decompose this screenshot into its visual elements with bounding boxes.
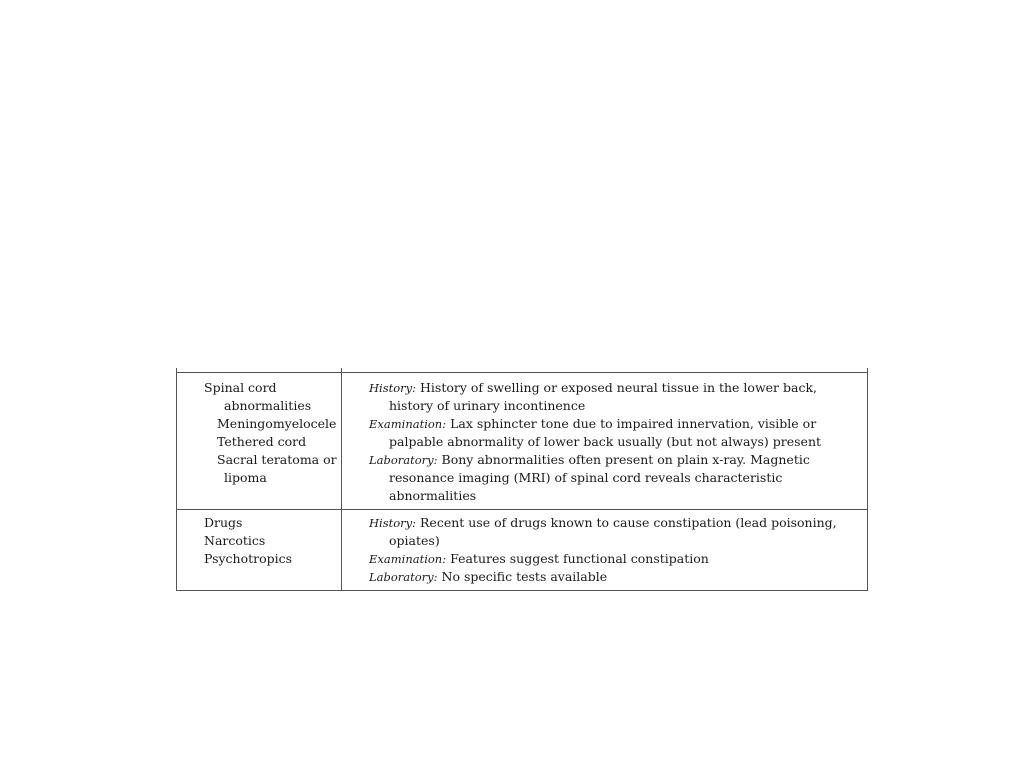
condition-sublabel: Sacral teratoma or [217, 452, 337, 467]
history-text: Recent use of drugs known to cause constipation (lead poisoning, opiates) [389, 515, 837, 548]
condition-label: abnormalities [224, 398, 312, 413]
history-entry [369, 514, 859, 550]
condition-cell [177, 510, 342, 590]
examination-label: Examination: [369, 417, 447, 431]
condition-sublabel: lipoma [224, 470, 267, 485]
laboratory-label: Laboratory: [369, 570, 438, 584]
condition-label: Spinal cord [204, 380, 277, 395]
examination-entry [369, 415, 859, 451]
condition-label: Narcotics [204, 533, 266, 548]
condition-label: Psychotropics [204, 551, 293, 566]
findings-cell [342, 510, 867, 590]
laboratory-entry [369, 451, 859, 505]
examination-label: Examination: [369, 552, 447, 566]
laboratory-text: Bony abnormalities often present on plain x-ray. Magnetic resonance imaging (MRI) of spinal cord reveals characteristic abnormalities [389, 452, 810, 503]
table-top-edge [177, 368, 867, 373]
history-text: History of swelling or exposed neural tissue in the lower back, history of urinary incontinence [389, 380, 817, 413]
condition-sublabel: Tethered cord [217, 434, 307, 449]
differential-diagnosis-table [176, 368, 868, 591]
column-divider [341, 368, 342, 372]
table-row-spinal-cord [177, 373, 867, 510]
history-label: History: [369, 381, 417, 395]
laboratory-label: Laboratory: [369, 453, 438, 467]
laboratory-entry [369, 568, 859, 586]
laboratory-text: No specific tests available [441, 569, 608, 584]
examination-entry [369, 550, 859, 568]
findings-cell [342, 373, 867, 509]
examination-text: Lax sphincter tone due to impaired innervation, visible or palpable abnormality of lower back usually (but not always) present [389, 416, 822, 449]
condition-cell [177, 373, 342, 509]
history-label: History: [369, 516, 417, 530]
condition-label: Drugs [204, 515, 243, 530]
condition-sublabel: Meningomyelocele [217, 416, 337, 431]
table-row-drugs [177, 510, 867, 590]
history-entry [369, 379, 859, 415]
examination-text: Features suggest functional constipation [450, 551, 709, 566]
